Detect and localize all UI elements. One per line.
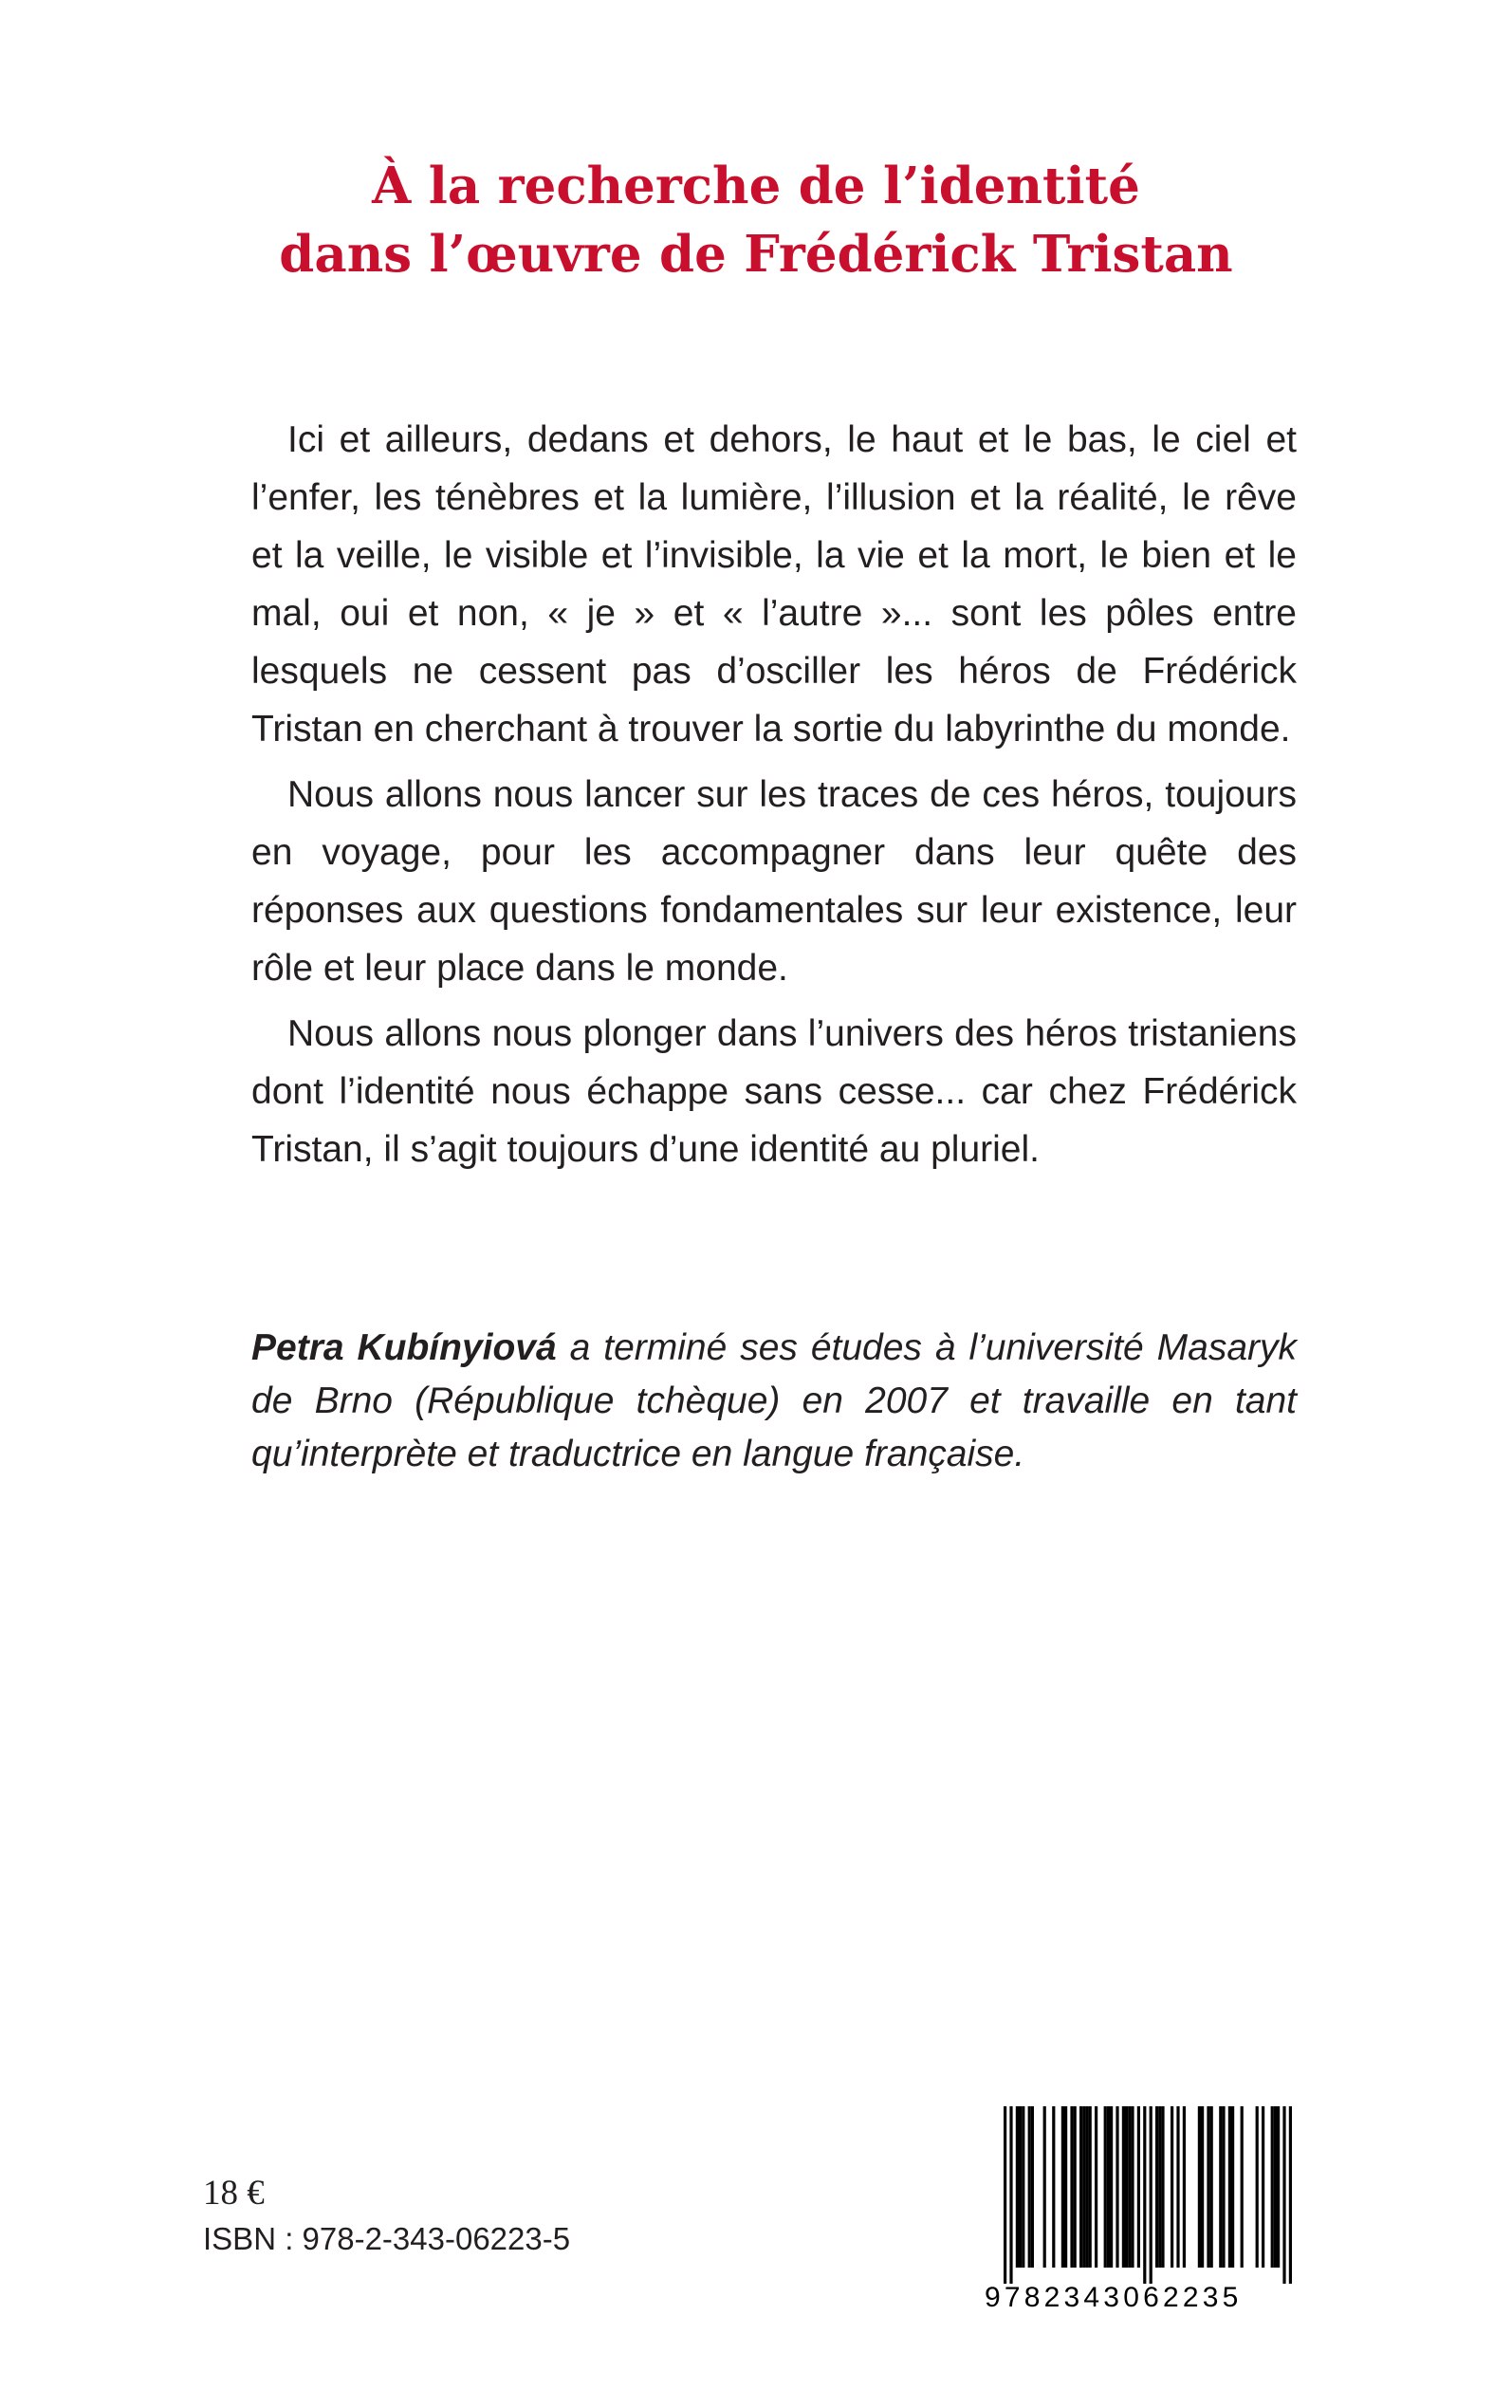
barcode-bar [1198, 2106, 1201, 2268]
barcode-bar [1009, 2106, 1012, 2284]
barcode-bar [1082, 2106, 1085, 2268]
summary-paragraph-3 [251, 1005, 1297, 1178]
barcode-bar [1116, 2106, 1118, 2268]
barcode-bar [1137, 2106, 1140, 2268]
barcode-bar [1074, 2106, 1077, 2268]
summary-paragraph-text: Nous allons nous lancer sur les traces de ces héros, toujours en voyage, pour les accompagner dans leur quête des réponses aux questions fondamentales sur leur existence, leur rôle et leur place dans le monde. [251, 774, 1297, 989]
summary-paragraph-text: Ici et ailleurs, dedans et dehors, le haut et le bas, le ciel et l’enfer, les ténèbres et la lumière, l’illusion et la réalité, le rêve et la veille, le visible et l’invisible, la vie et la mort, le bien et le mal, oui et non, « je » et « l’autre »... sont les pôles entre lesquels ne cessent pas d’osciller les héros de Frédérick Tristan en cherchant à trouver la sortie du labyrinthe du monde. [251, 419, 1297, 750]
barcode-bar [1004, 2106, 1006, 2284]
barcode-digits: 9782343062235 [985, 2282, 1243, 2313]
barcode-bar [1207, 2106, 1209, 2268]
barcode-bar [1104, 2106, 1107, 2268]
barcode-bar [1219, 2106, 1222, 2268]
barcode-bar [1274, 2106, 1277, 2268]
barcode-bar [1256, 2106, 1259, 2268]
summary-paragraph-2 [251, 766, 1297, 997]
barcode-bar [1043, 2106, 1046, 2268]
barcode-bar [1201, 2106, 1204, 2268]
barcode-bar [1271, 2106, 1274, 2268]
barcode-bar [1085, 2106, 1088, 2268]
barcode-bar [1241, 2106, 1244, 2268]
barcode-bar [1277, 2106, 1280, 2268]
barcode-bar [1228, 2106, 1231, 2268]
barcode-bar [1016, 2106, 1019, 2268]
barcode-bar [1110, 2106, 1113, 2268]
barcode-bar [1143, 2106, 1146, 2284]
barcode-bar [1131, 2106, 1134, 2268]
book-title-line-1: À la recherche de l’identité [372, 157, 1140, 215]
barcode-bar [1158, 2106, 1161, 2268]
ean13-barcode-icon [985, 2106, 1303, 2284]
isbn: ISBN : 978-2-343-06223-5 [203, 2221, 571, 2256]
barcode-bar [1052, 2106, 1055, 2268]
barcode-bar [1107, 2106, 1110, 2268]
price: 18 € [203, 2174, 265, 2213]
barcode-bar [1183, 2106, 1186, 2268]
barcode-bar [1171, 2106, 1173, 2268]
barcode-bar [1210, 2106, 1213, 2268]
barcode-bar [1161, 2106, 1164, 2268]
barcode-bar [1289, 2106, 1292, 2284]
barcode-bar [1031, 2106, 1034, 2268]
barcode-bar [1128, 2106, 1131, 2268]
book-title [0, 152, 1512, 288]
barcode-bar [1064, 2106, 1067, 2268]
book-title-line-2: dans l’œuvre de Frédérick Tristan [279, 225, 1233, 284]
barcode-bar [1089, 2106, 1092, 2268]
summary-paragraph-text: Nous allons nous plonger dans l’univers des héros tristaniens dont l’identité nous échappe sans cesse... car chez Frédérick Tristan, il s’agit toujours d’une identité au pluriel. [251, 1013, 1297, 1170]
barcode-bar [1095, 2106, 1097, 2268]
barcode-bar [1122, 2106, 1125, 2268]
barcode-bar [1282, 2106, 1285, 2284]
barcode-bar [1070, 2106, 1073, 2268]
summary-paragraph-1 [251, 411, 1297, 758]
summary [251, 411, 1297, 1186]
barcode-bar [1125, 2106, 1128, 2268]
barcode-bar [1019, 2106, 1022, 2268]
barcode-bar [1061, 2106, 1064, 2268]
author-name: Petra Kubínyiová [251, 1327, 557, 1368]
author-bio-text: a terminé ses études à l’université Masaryk de Brno (République tchèque) en 2007 et travaille en tant qu’interprète et traductrice en langue française. [251, 1327, 1297, 1474]
barcode-bar [1262, 2106, 1264, 2268]
author-bio [251, 1322, 1297, 1481]
barcode-bar [1231, 2106, 1234, 2268]
barcode-bar [1028, 2106, 1031, 2268]
barcode-bar [1079, 2106, 1082, 2268]
barcode-bar [1176, 2106, 1179, 2268]
barcode-bar [1022, 2106, 1024, 2268]
barcode-bar [1222, 2106, 1225, 2268]
barcode-bar [1150, 2106, 1152, 2284]
barcode-bar [1155, 2106, 1158, 2268]
